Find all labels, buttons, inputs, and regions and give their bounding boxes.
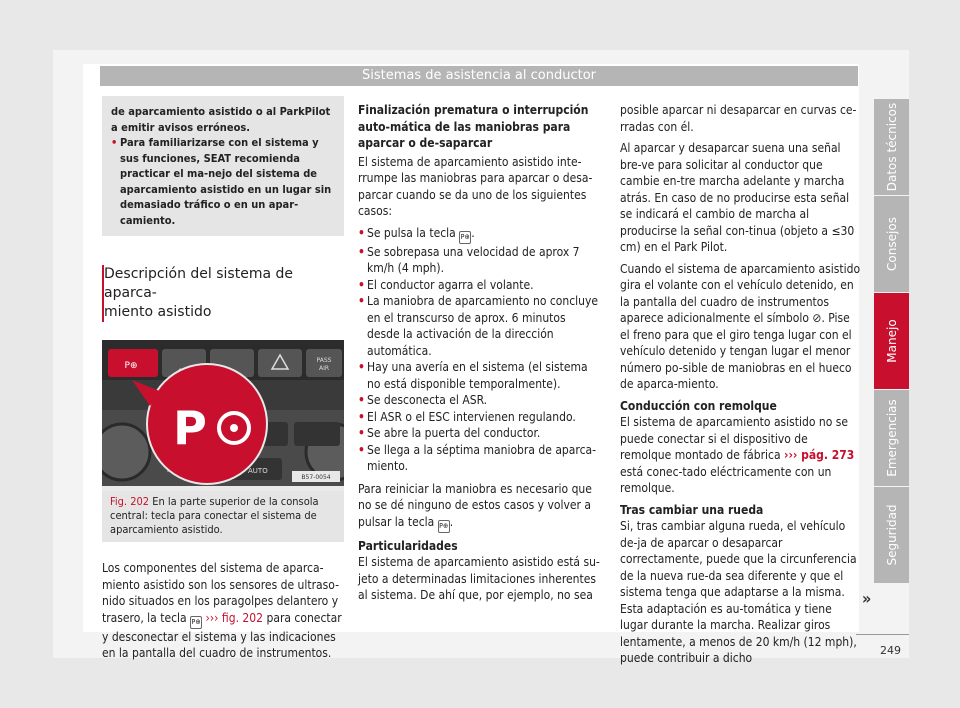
list-item: • El ASR o el ESC intervienen regulando. (358, 409, 601, 426)
warning-bullet: • Para familiarizarse con el sistema y sus funciones, SEAT recomienda practicar el ma-nejo del sistema de aparcamiento asistido en un lugar sin demasiado tráfico o en un apar-camiento. (111, 135, 336, 228)
paragraph: Si, tras cambiar alguna rueda, el vehículo de-ja de aparcar o desaparcar correctamente, puede que la circunferencia de la nueva rue-da sea diferente y que el sistema tenga que adaptarse a la misma. Esta adaptación es au-tomática y tiene lugar durante la marcha. Realizar giros lentamente, a menos de 20 km/h (12 mph), puede contribuir a dicho (620, 519, 857, 665)
figure-202 (102, 340, 344, 542)
paragraph: Al aparcar y desaparcar suena una señal bre-ve para solicitar al conductor que cambie en-tre marcha adelante y marcha atrás. En caso de no producirse esta señal se indicará el cambio de marcha al producirse la señal con-tinua (objeto a ≤30 cm) en el Park Pilot. (620, 141, 855, 254)
page-number: 249 (880, 644, 901, 657)
particularidades-paragraph: El sistema de aparcamiento asistido está su-jeto a determinadas limitaciones inherentes al sistema. De ahí que, por ejemplo, no sea (358, 555, 600, 602)
tab-seguridad[interactable]: Seguridad (874, 487, 909, 583)
page-number-rule (856, 634, 909, 635)
tab-datos-tecnicos[interactable]: Datos técnicos (874, 99, 909, 195)
figure-caption-text: En la parte superior de la consola central: tecla para conectar el sistema de aparcamiento asistido. (110, 494, 319, 536)
list-item: • Hay una avería en el sistema (el sistema no está disponible temporalmente). (358, 359, 601, 392)
tab-emergencias[interactable]: Emergencias (874, 390, 909, 486)
svg-text:P: P (173, 401, 207, 455)
park-key-icon: P⊕ (190, 616, 202, 629)
heading-interruption: Finalización prematura o interrupción auto-mática de las maniobras para aparcar o de-saparcar (358, 103, 589, 150)
list-item: • El conductor agarra el volante. (358, 277, 601, 294)
chapter-header: Sistemas de asistencia al conductor (100, 66, 858, 86)
list-item: • Se pulsa la tecla P⊕. (358, 225, 601, 244)
heading-remolque: Conducción con remolque (620, 398, 777, 413)
steering-symbol-icon: ⊘ (812, 311, 822, 325)
list-item: • La maniobra de aparcamiento no concluye en el transcurso de aprox. 6 minutos desde la activación de la dirección automática. (358, 293, 601, 359)
paragraph: El sistema de aparcamiento asistido no se puede conectar si el dispositivo de remolque montado de fábrica ››› pág. 273 está conec-tado eléctricamente con un remolque. (620, 415, 855, 495)
section-title (102, 265, 344, 322)
continue-arrow-icon: » (862, 589, 872, 608)
heading-rueda: Tras cambiar una rueda (620, 502, 764, 517)
body-text-b: para conectar y desconectar el sistema y las indicaciones en la pantalla del cuadro de instrumentos. (102, 610, 342, 660)
restart-paragraph: Para reiniciar la maniobra es necesario que no se dé ninguno de estos casos y volver a pulsar la tecla P⊕. (358, 481, 601, 533)
tab-manejo[interactable]: Manejo (874, 293, 909, 389)
body-paragraph (102, 560, 344, 662)
svg-text:PASS: PASS (316, 357, 332, 364)
column-1 (102, 96, 344, 667)
figure-reference-link[interactable]: ››› fig. 202 (205, 610, 264, 625)
list-item: • Se llega a la séptima maniobra de aparca-miento. (358, 442, 601, 475)
section-title-line1: Descripción del sistema de aparca- (104, 266, 293, 301)
svg-text:B57-0054: B57-0054 (301, 474, 331, 481)
list-item: • Se desconecta el ASR. (358, 392, 601, 409)
park-key-icon: P⊕ (438, 520, 450, 533)
tab-consejos[interactable]: Consejos (874, 196, 909, 292)
body-text-a: Los componentes del sistema de aparca-miento asistido son los sensores de ultraso-nido situados en los paragolpes delantero y trasero, la tecla (102, 561, 340, 625)
column-2 (358, 96, 601, 609)
svg-text:P⊕: P⊕ (124, 361, 138, 371)
heading-particularidades: Particularidades (358, 538, 458, 553)
figure-caption (102, 491, 344, 543)
intro-paragraph: El sistema de aparcamiento asistido inte-rrumpe las maniobras para aparcar o desa-parcar cuando se da uno de los siguientes casos: (358, 154, 593, 218)
page-reference-link[interactable]: ››› pág. 273 (784, 448, 855, 462)
svg-text:AIR: AIR (318, 365, 330, 372)
svg-text:AUTO: AUTO (248, 467, 268, 475)
section-title-line2: miento asistido (104, 304, 212, 320)
warning-box (102, 96, 344, 236)
park-key-icon: P⊕ (459, 231, 471, 244)
warning-text: de aparcamiento asistido o al ParkPilot a emitir avisos erróneos. (111, 105, 331, 134)
paragraph: posible aparcar ni desaparcar en curvas ce-rradas con él. (620, 103, 857, 134)
console-illustration (102, 340, 344, 486)
list-item: • Se sobrepasa una velocidad de aprox 7 km/h (4 mph). (358, 244, 601, 277)
list-item: • Se abre la puerta del conductor. (358, 425, 601, 442)
column-3 (620, 96, 862, 672)
figure-label: Fig. 202 (110, 494, 150, 508)
paragraph: Cuando el sistema de aparcamiento asistido gira el volante con el vehículo detenido, en la pantalla del cuadro de instrumentos aparece adicionalmente el símbolo ⊘. Pise el freno para que el giro tenga lugar con el vehículo detenido y tengan lugar el menor número po-sible de maniobras en el hueco de aparca-miento. (620, 261, 861, 391)
